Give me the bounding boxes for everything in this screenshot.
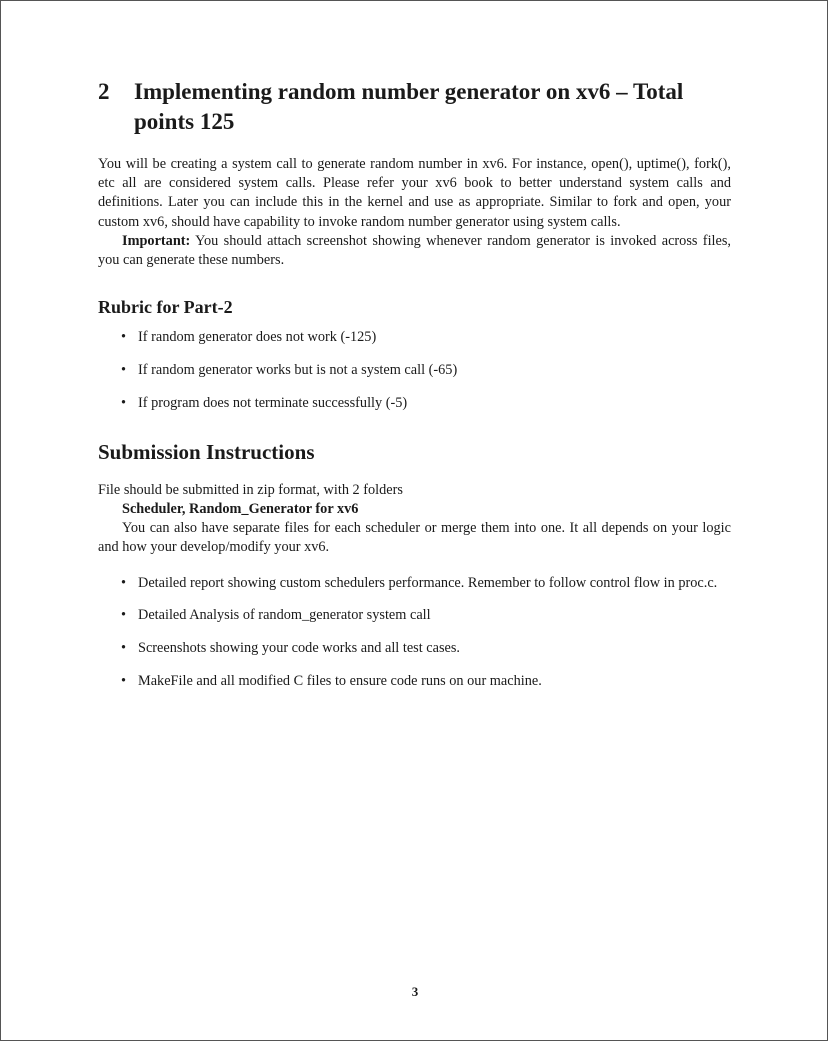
rubric-item-text: If random generator works but is not a system call (-65)	[138, 361, 458, 378]
bullet-icon: •	[121, 394, 127, 411]
rubric-item-text: If random generator does not work (-125)	[138, 329, 377, 346]
important-label: Important:	[122, 232, 191, 249]
submission-item-text: Detailed Analysis of random_generator system call	[138, 607, 431, 624]
section-number: 2	[98, 79, 110, 104]
rubric-item-text: If program does not terminate successfully (-5)	[138, 394, 408, 411]
submission-item	[98, 606, 731, 625]
important-paragraph	[98, 232, 731, 270]
bullet-icon: •	[121, 640, 127, 657]
bullet-icon: •	[121, 607, 127, 624]
submission-item-text: Screenshots showing your code works and all test cases.	[138, 640, 461, 657]
page-content	[98, 77, 731, 704]
bullet-icon: •	[121, 329, 127, 346]
page-number: 3	[411, 984, 419, 999]
submission-heading: Submission Instructions	[98, 439, 315, 464]
bullet-icon: •	[121, 672, 127, 689]
rubric-item	[98, 394, 731, 413]
intro-paragraph: You will be creating a system call to generate random number in xv6. For instance, open(), uptime(), fork(), etc all are considered system calls. Please refer your xv6 book to better understand system calls and definitions. Later you can include this in the kernel and use as appropriate. Similar to fork and open, your custom xv6, should have capability to invoke random number generator using system calls.	[98, 156, 731, 230]
submission-folders: Scheduler, Random_Generator for xv6	[122, 501, 359, 518]
rubric-item	[98, 328, 731, 347]
section-title: Implementing random number generator on xv6 – Total points 125	[134, 79, 684, 134]
bullet-icon: •	[121, 574, 127, 591]
rubric-list	[98, 328, 731, 413]
submission-line-2: You can also have separate files for each scheduler or merge them into one. It all depends on your logic and how your develop/modify your xv6.	[98, 520, 731, 556]
submission-item	[98, 639, 731, 658]
submission-item	[98, 574, 731, 593]
section-heading	[98, 77, 731, 137]
submission-list	[98, 574, 731, 691]
rubric-heading: Rubric for Part-2	[98, 297, 233, 318]
submission-item-text: MakeFile and all modified C files to ensure code runs on our machine.	[138, 672, 542, 689]
submission-item	[98, 672, 731, 691]
important-text: You should attach screenshot showing whenever random generator is invoked across files, you can generate these numbers.	[98, 232, 731, 269]
bullet-icon: •	[121, 361, 127, 378]
submission-item-text: Detailed report showing custom schedulers performance. Remember to follow control flow in proc.c.	[138, 574, 718, 591]
rubric-item	[98, 361, 731, 380]
submission-line-1: File should be submitted in zip format, with 2 folders	[98, 481, 403, 498]
